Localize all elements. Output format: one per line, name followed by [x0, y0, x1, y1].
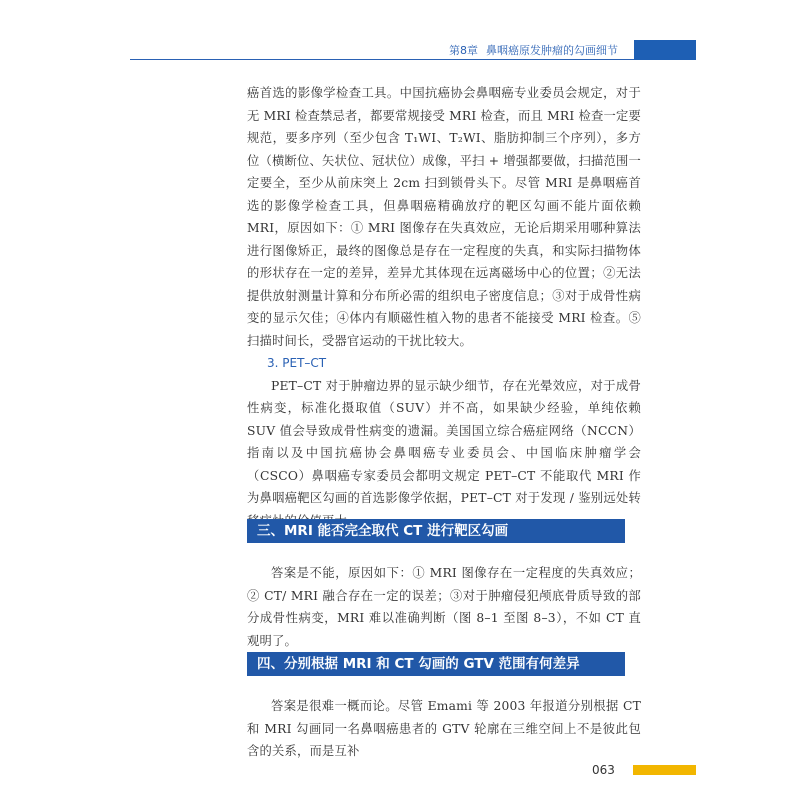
paragraph-mri-limitations: 癌首选的影像学检查工具。中国抗癌协会鼻咽癌专业委员会规定，对于无 MRI 检查禁忌者，都要常规接受 MRI 检查，而且 MRI 检查一定要规范，要多序列（至少包含 T₁WI、T₂WI、脂肪抑制三个序列），多方位（横断位、矢状位、冠状位）成像，平扫 + 增强都要做，扫描范围一定要全，至少从前床突上 2cm 扫到锁骨头下。尽管 MRI 是鼻咽癌首选的影像学检查工具，但鼻咽癌精确放疗的靶区勾画不能片面依赖 MRI，原因如下：① MRI 图像存在失真效应，无论后期采用哪种算法进行图像矫正，最终的图像总是存在一定程度的失真，和实际扫描物体的形状存在一定的差异，差异尤其体现在远离磁场中心的位置；②无法提供放射测量计算和分布所必需的组织电子密度信息；③对于成骨性病变的显示欠佳；④体内有顺磁性植入物的患者不能接受 MRI 检查。⑤扫描时间长，受器官运动的干扰比较大。: [247, 86, 642, 348]
paragraph-answer-4: 答案是很难一概而论。尽管 Emami 等 2003 年报道分别根据 CT 和 MRI 勾画同一名鼻咽癌患者的 GTV 轮廓在三维空间上不是彼此包含的关系，而是互补: [247, 699, 641, 758]
chapter-title: 鼻咽癌原发肿瘤的勾画细节: [486, 44, 618, 57]
page-number: 063: [592, 763, 615, 777]
paragraph-answer-3: 答案是不能，原因如下：① MRI 图像存在一定程度的失真效应；② CT/ MRI 融合存在一定的误差；③对于肿瘤侵犯颅底骨质导致的部分成骨性病变，MRI 难以准确判断（图 8–1 至图 8–3），不如 CT 直观明了。: [247, 566, 641, 648]
running-header: [130, 40, 696, 60]
body-text-section-4: [247, 695, 641, 763]
subheading-pet-ct: 3. PET–CT: [267, 356, 327, 370]
section-heading-4: 四、分别根据 MRI 和 CT 勾画的 GTV 范围有何差异: [247, 652, 625, 676]
header-rule: [130, 59, 696, 60]
body-text-top: [247, 82, 641, 532]
footer-color-bar: [633, 765, 696, 775]
header-color-block: [634, 40, 696, 60]
running-header-text: [449, 42, 618, 58]
chapter-label: 第8章: [449, 44, 478, 57]
section-heading-3: 三、MRI 能否完全取代 CT 进行靶区勾画: [247, 519, 625, 543]
body-text-section-3: [247, 562, 641, 652]
paragraph-pet-ct: PET–CT 对于肿瘤边界的显示缺少细节，存在光晕效应，对于成骨性病变，标准化摄取值（SUV）并不高，如果缺少经验，单纯依赖 SUV 值会导致成骨性病变的遗漏。美国国立综合癌症网络（NCCN）指南以及中国抗癌协会鼻咽癌专业委员会、中国临床肿瘤学会（CSCO）鼻咽癌专家委员会都明文规定 PET–CT 不能取代 MRI 作为鼻咽癌靶区勾画的首选影像学依据，PET–CT 对于发现 / 鉴别远处转: [247, 378, 641, 505]
